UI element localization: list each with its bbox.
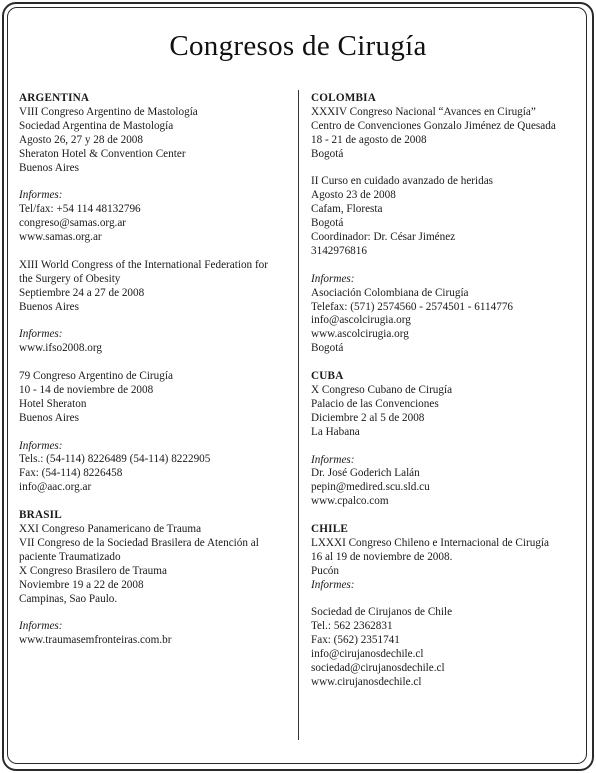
text-line: Palacio de las Convenciones — [311, 397, 439, 410]
spacer — [19, 245, 287, 259]
text-line: Bogotá — [311, 147, 344, 160]
spacer — [19, 606, 287, 620]
text-line: Buenos Aires — [19, 300, 79, 313]
country-heading: BRASIL — [19, 509, 62, 522]
text-line: paciente Traumatizado — [19, 550, 121, 563]
informes-label: Informes: — [311, 578, 355, 591]
spacer — [19, 356, 287, 370]
text-line: XXI Congreso Panamericano de Trauma — [19, 523, 202, 535]
left-column — [19, 92, 287, 648]
country-heading: ARGENTINA — [19, 92, 90, 104]
text-line: Buenos Aires — [19, 161, 79, 174]
informes-label: Informes: — [311, 453, 355, 466]
text-line: Hotel Sheraton — [19, 397, 87, 410]
text-line: Bogotá — [311, 342, 344, 355]
text-line: Fax: (562) 2351741 — [311, 634, 400, 647]
text-line: pepin@medired.scu.sld.cu — [311, 481, 430, 494]
text-line: Sheraton Hotel & Convention Center — [19, 147, 186, 160]
text-line: 3142976816 — [311, 244, 367, 257]
text-line: X Congreso Cubano de Cirugía — [311, 383, 453, 396]
spacer — [19, 495, 287, 509]
text-line: Sociedad Argentina de Mastología — [19, 119, 174, 132]
text-line: Tel/fax: +54 114 48132796 — [19, 203, 141, 216]
informes-label: Informes: — [19, 189, 63, 202]
text-line: Sociedad de Cirujanos de Chile — [311, 606, 453, 619]
text-line: info@ascolcirugia.org — [311, 314, 411, 327]
text-line: www.traumasemfronteiras.com.br — [19, 634, 172, 647]
text-line: 10 - 14 de noviembre de 2008 — [19, 383, 154, 396]
text-line: Noviembre 19 a 22 de 2008 — [19, 578, 144, 591]
country-heading: CUBA — [311, 370, 344, 383]
text-line: www.samas.org.ar — [19, 231, 102, 244]
text-line: VIII Congreso Argentino de Mastología — [19, 105, 198, 118]
text-line: Fax: (54-114) 8226458 — [19, 467, 123, 480]
text-line: Dr. José Goderich Lalán — [311, 467, 420, 480]
text-line: X Congreso Brasilero de Trauma — [19, 564, 167, 577]
right-column — [311, 92, 579, 690]
informes-label: Informes: — [311, 272, 355, 285]
text-line: Agosto 26, 27 y 28 de 2008 — [19, 133, 143, 146]
text-line: Tels.: (54-114) 8226489 (54-114) 8222905 — [19, 453, 211, 466]
text-line: congreso@samas.org.ar — [19, 217, 127, 230]
spacer — [311, 509, 579, 523]
text-line: 79 Congreso Argentino de Cirugía — [19, 370, 173, 383]
text-line: 18 - 21 de agosto de 2008 — [311, 133, 427, 146]
text-line: www.ascolcirugia.org — [311, 328, 409, 341]
text-line: XXXIV Congreso Nacional “Avances en Cirugía” — [311, 105, 536, 118]
text-line: Asociación Colombiana de Cirugía — [311, 286, 469, 299]
spacer — [19, 426, 287, 440]
text-line: Bogotá — [311, 217, 344, 230]
informes-label: Informes: — [19, 620, 63, 633]
spacer — [19, 175, 287, 189]
text-line: 16 al 19 de noviembre de 2008. — [311, 550, 453, 563]
text-line: Telefax: (571) 2574560 - 2574501 - 6114776 — [311, 300, 514, 313]
spacer — [311, 440, 579, 454]
column-divider — [298, 90, 299, 740]
text-line: Agosto 23 de 2008 — [311, 189, 396, 202]
text-line: Tel.: 562 2362831 — [311, 620, 393, 633]
text-line: www.cirujanosdechile.cl — [311, 675, 422, 688]
spacer — [19, 314, 287, 328]
spacer — [311, 593, 579, 607]
text-line: www.cpalco.com — [311, 495, 389, 508]
text-line: Campinas, Sao Paulo. — [19, 592, 118, 605]
spacer — [311, 356, 579, 370]
text-line: Pucón — [311, 564, 339, 577]
text-line: VII Congreso de la Sociedad Brasilera de Atención al — [19, 536, 259, 549]
informes-label: Informes: — [19, 439, 63, 452]
text-line: La Habana — [311, 425, 360, 438]
text-line: Coordinador: Dr. César Jiménez — [311, 231, 456, 244]
text-line: Buenos Aires — [19, 411, 79, 424]
text-line: info@aac.org.ar — [19, 481, 92, 494]
text-line: Centro de Convenciones Gonzalo Jiménez de Quesada — [311, 119, 556, 132]
text-line: sociedad@cirujanosdechile.cl — [311, 662, 445, 675]
text-line: Diciembre 2 al 5 de 2008 — [311, 411, 425, 424]
text-line: II Curso en cuidado avanzado de heridas — [311, 175, 494, 188]
text-line: info@cirujanosdechile.cl — [311, 648, 424, 661]
spacer — [311, 259, 579, 273]
text-line: Septiembre 24 a 27 de 2008 — [19, 286, 145, 299]
informes-label: Informes: — [19, 328, 63, 341]
country-heading: COLOMBIA — [311, 92, 376, 104]
page-title: Congresos de Cirugía — [169, 30, 427, 62]
text-line: XIII World Congress of the International Federation for — [19, 258, 268, 271]
text-line: Cafam, Floresta — [311, 203, 383, 216]
text-line: LXXXI Congreso Chileno e Internacional de Cirugía — [311, 536, 549, 549]
text-line: www.ifso2008.org — [19, 342, 102, 355]
text-line: the Surgery of Obesity — [19, 272, 121, 285]
country-heading: CHILE — [311, 523, 349, 536]
spacer — [311, 162, 579, 176]
